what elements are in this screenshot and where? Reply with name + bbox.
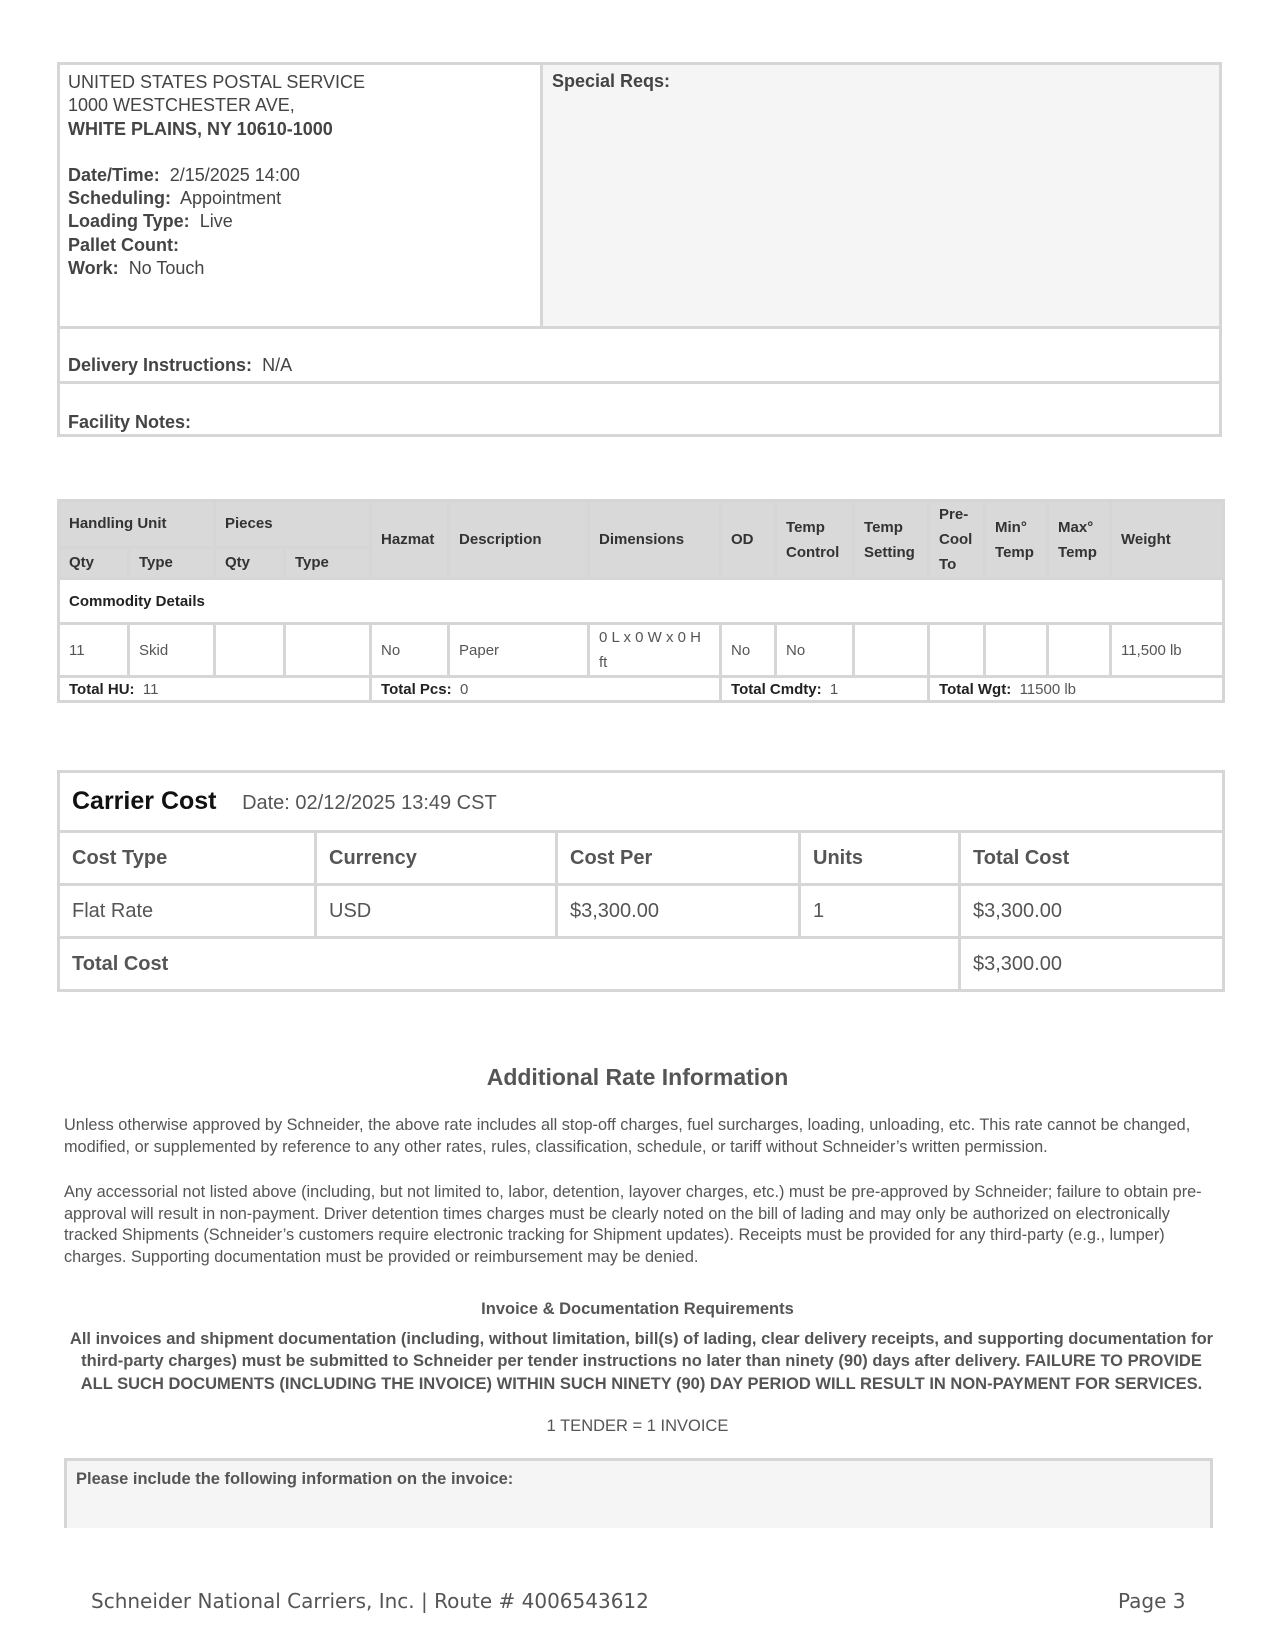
commodity-row	[59, 624, 1224, 677]
col-currency: Currency	[316, 832, 557, 885]
cell-hu-type: Skid	[129, 624, 215, 677]
cell-min-temp	[985, 624, 1048, 677]
pallet-count-label: Pallet Count:	[68, 234, 179, 255]
rate-paragraph-1: Unless otherwise approved by Schneider, the above rate includes all stop-off charges, fuel surcharges, loading, unloading, etc. This rate cannot be changed, modified, or supplemented by reference to any other rates, rules, classification, schedule, or tariff without Schneider’s written permission.	[64, 1116, 1191, 1156]
total-cmdty	[721, 677, 929, 702]
units-cell: 1	[800, 885, 960, 938]
cell-pc-qty	[215, 624, 285, 677]
currency-cell: USD	[316, 885, 557, 938]
header-weight: Weight	[1111, 501, 1224, 579]
stop-details-box	[57, 62, 1222, 437]
commodity-table	[57, 499, 1225, 703]
carrier-cost-table	[57, 770, 1225, 992]
cell-hu-qty: 11	[59, 624, 129, 677]
cell-pre-cool	[929, 624, 985, 677]
address-cell	[60, 65, 543, 329]
cost-row	[59, 885, 1224, 938]
col-cost-per: Cost Per	[557, 832, 800, 885]
additional-rate-title: Additional Rate Information	[486, 1064, 789, 1090]
cost-total-label: Total Cost	[59, 938, 960, 991]
col-total-cost: Total Cost	[960, 832, 1224, 885]
delivery-instructions-label: Delivery Instructions:	[68, 355, 253, 375]
cell-temp-setting	[854, 624, 929, 677]
col-units: Units	[800, 832, 960, 885]
total-cmdty-label: Total Cmdty:	[731, 680, 822, 698]
header-temp-setting: Temp Setting	[854, 501, 929, 579]
header-pc-type: Type	[285, 547, 371, 578]
work-label: Work:	[68, 258, 119, 279]
carrier-cost-date: Date: 02/12/2025 13:49 CST	[242, 792, 497, 814]
invoice-info-box	[64, 1458, 1213, 1528]
carrier-cost-header	[59, 772, 1224, 832]
header-max-temp: Max° Temp	[1048, 501, 1111, 579]
header-temp-control: Temp Control	[776, 501, 854, 579]
header-pc-qty: Qty	[215, 547, 285, 578]
work-field	[68, 257, 532, 280]
cost-type-cell: Flat Rate	[59, 885, 316, 938]
footer-page-number: Page 3	[1118, 1589, 1186, 1613]
header-min-temp: Min° Temp	[985, 501, 1048, 579]
header-handling-unit: Handling Unit	[59, 501, 215, 548]
total-hu-label: Total HU:	[69, 680, 135, 698]
total-pcs-value: 0	[459, 680, 469, 698]
cell-temp-control: No	[776, 624, 854, 677]
total-cmdty-value: 1	[829, 680, 839, 698]
footer-route: Schneider National Carriers, Inc. | Route # 4006543612	[91, 1589, 649, 1613]
header-pre-cool: Pre-Cool To	[929, 501, 985, 579]
delivery-instructions-row	[60, 329, 1219, 384]
commodity-totals-row	[59, 677, 1224, 702]
loading-type-value: Live	[199, 211, 233, 232]
scheduling-value: Appointment	[180, 188, 282, 209]
commodity-title: Commodity Details	[59, 579, 1224, 624]
cost-total-value: $3,300.00	[960, 938, 1224, 991]
invoice-requirements-body: All invoices and shipment documentation (including, without limitation, bill(s) of lading, clear delivery receipts, and supporting documentation for third-party charges) must be submitted to Schneider per tender instructions no later than ninety (90) days after delivery. FAILURE TO PROVIDE ALL SUCH DOCUMENTS (INCLUDING THE INVOICE) WITHIN SUCH NINETY (90) DAY PERIOD WILL RESULT IN NON-PAYMENT FOR SERVICES.	[69, 1330, 1214, 1393]
total-wgt	[929, 677, 1224, 702]
cell-pc-type	[285, 624, 371, 677]
total-pcs	[371, 677, 721, 702]
invoice-info-label: Please include the following information on the invoice:	[76, 1470, 514, 1488]
header-od: OD	[721, 501, 776, 579]
loading-type-field	[68, 210, 532, 233]
header-dimensions: Dimensions	[589, 501, 721, 579]
total-hu-value: 11	[142, 680, 159, 698]
datetime-field	[68, 164, 532, 187]
address-line-3: WHITE PLAINS, NY 10610-1000	[68, 118, 333, 139]
address-line-2: 1000 WESTCHESTER AVE,	[68, 95, 295, 116]
scheduling-field	[68, 187, 532, 210]
cell-od: No	[721, 624, 776, 677]
address-line-1: UNITED STATES POSTAL SERVICE	[68, 72, 366, 92]
rate-paragraph-2: Any accessorial not listed above (including, but not limited to, labor, detention, layover charges, etc.) must be pre-approved by Schneider; failure to obtain pre-approval will result in non-payment. Driver detention times charges must be clearly noted on the bill of lading and may only be authorized on electronically tracked Shipments (Schneider’s customers require electronic tracking for Shipment updates). Receipts must be provided for any third-party (e.g., lumper) charges. Supporting documentation must be provided or reimbursement may be denied.	[64, 1183, 1202, 1266]
facility-notes-label: Facility Notes:	[68, 412, 192, 432]
special-reqs-cell	[543, 65, 1219, 329]
cell-hazmat: No	[371, 624, 449, 677]
cell-description: Paper	[449, 624, 589, 677]
loading-type-label: Loading Type:	[68, 211, 190, 232]
cell-max-temp	[1048, 624, 1111, 677]
datetime-label: Date/Time:	[68, 164, 160, 185]
cost-total-row	[59, 938, 1224, 991]
total-wgt-label: Total Wgt:	[939, 680, 1012, 698]
carrier-cost-title: Carrier Cost	[72, 787, 217, 815]
header-hazmat: Hazmat	[371, 501, 449, 579]
col-cost-type: Cost Type	[59, 832, 316, 885]
total-cost-cell: $3,300.00	[960, 885, 1224, 938]
work-value: No Touch	[128, 258, 205, 279]
facility-notes-row	[60, 384, 1219, 437]
scheduling-label: Scheduling:	[68, 188, 171, 209]
invoice-requirements-title: Invoice & Documentation Requirements	[481, 1300, 794, 1318]
special-reqs-label: Special Reqs:	[552, 71, 671, 91]
header-hu-type: Type	[129, 547, 215, 578]
header-description: Description	[449, 501, 589, 579]
cell-dimensions: 0 L x 0 W x 0 H ft	[589, 624, 721, 677]
delivery-instructions-value: N/A	[262, 355, 293, 375]
total-pcs-label: Total Pcs:	[381, 680, 452, 698]
header-hu-qty: Qty	[59, 547, 129, 578]
header-pieces: Pieces	[215, 501, 371, 548]
total-hu	[59, 677, 371, 702]
datetime-value: 2/15/2025 14:00	[169, 164, 300, 185]
total-wgt-value: 11500 lb	[1019, 680, 1077, 698]
cell-weight: 11,500 lb	[1111, 624, 1224, 677]
cost-per-cell: $3,300.00	[557, 885, 800, 938]
tender-note: 1 TENDER = 1 INVOICE	[546, 1417, 729, 1435]
pallet-count-field	[68, 234, 532, 257]
